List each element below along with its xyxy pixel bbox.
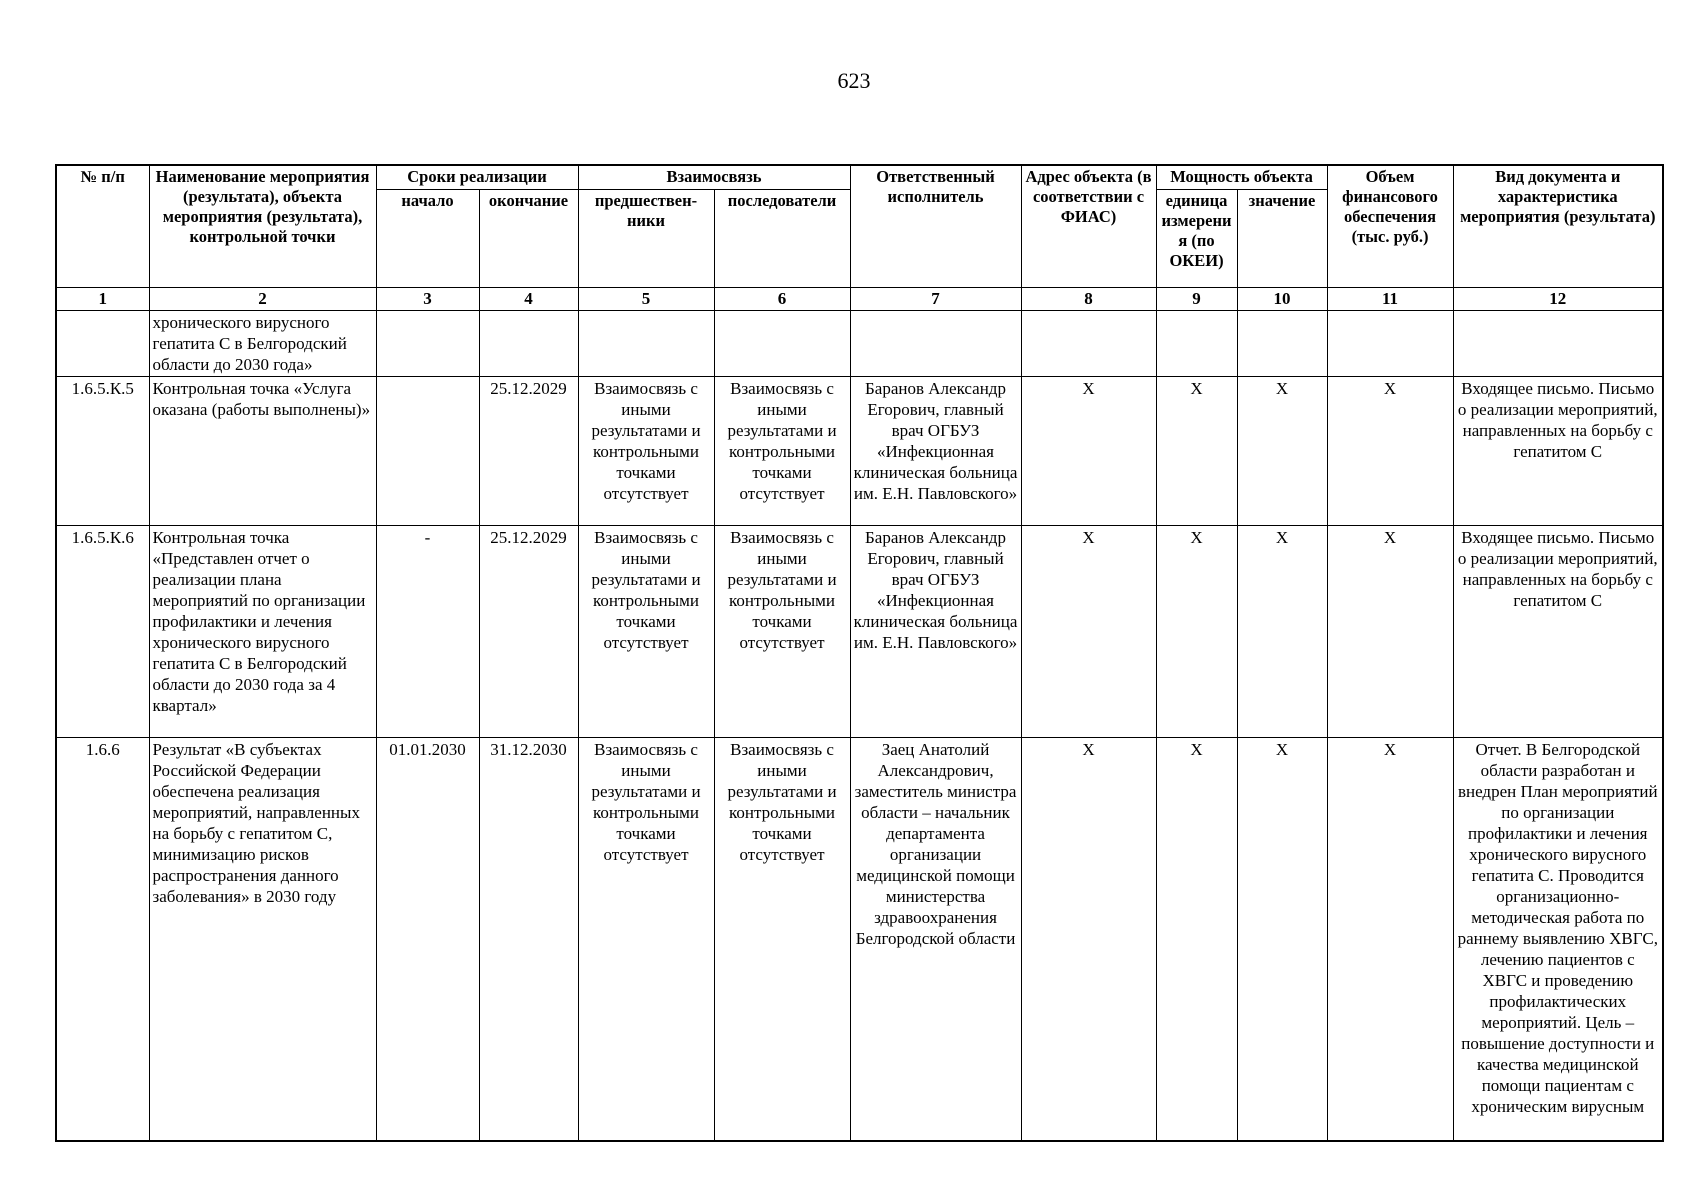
row-address: X (1021, 376, 1156, 525)
row-prev: Взаимосвязь с иными результатами и контрольными точками отсутствует (578, 737, 714, 1141)
table-row (56, 310, 1663, 376)
plan-table (55, 164, 1664, 1142)
row-name: Контрольная точка «Представлен отчет о реализации плана мероприятий по организации профилактики и лечения хронического вирусного гепатита С в Белгородский области до 2030 года за 4 квартал» (149, 525, 376, 737)
column-number: 2 (149, 287, 376, 310)
row-end: 31.12.2030 (479, 737, 578, 1141)
column-number: 4 (479, 287, 578, 310)
column-number: 1 (56, 287, 149, 310)
column-number: 7 (850, 287, 1021, 310)
row-address: X (1021, 525, 1156, 737)
row-doc: Входящее письмо. Письмо о реализации мероприятий, направленных на борьбу с гепатитом С (1453, 376, 1663, 525)
header-prev: предшествен-ники (578, 189, 714, 287)
row-finance: X (1327, 376, 1453, 525)
row-start (376, 310, 479, 376)
row-end (479, 310, 578, 376)
row-responsible (850, 310, 1021, 376)
row-prev: Взаимосвязь с иными результатами и контрольными точками отсутствует (578, 525, 714, 737)
row-finance (1327, 310, 1453, 376)
row-name: хронического вирусного гепатита С в Белгородский области до 2030 года» (149, 310, 376, 376)
row-num: 1.6.5.К.5 (56, 376, 149, 525)
row-responsible: Баранов Александр Егорович, главный врач ОГБУЗ «Инфекционная клиническая больница им. Е.Н. Павловского» (850, 376, 1021, 525)
row-prev (578, 310, 714, 376)
row-address (1021, 310, 1156, 376)
header-next: последователи (714, 189, 850, 287)
row-address: X (1021, 737, 1156, 1141)
row-value (1237, 310, 1327, 376)
row-num: 1.6.5.К.6 (56, 525, 149, 737)
header-num: № п/п (56, 165, 149, 287)
row-end: 25.12.2029 (479, 376, 578, 525)
row-doc: Входящее письмо. Письмо о реализации мероприятий, направленных на борьбу с гепатитом С (1453, 525, 1663, 737)
header-relation: Взаимосвязь (578, 165, 850, 189)
row-start (376, 376, 479, 525)
column-number: 3 (376, 287, 479, 310)
row-next (714, 310, 850, 376)
row-responsible: Заец Анатолий Александрович, заместитель министра области – начальник департамента организации медицинской помощи министерства здравоохранения Белгородской области (850, 737, 1021, 1141)
column-number: 8 (1021, 287, 1156, 310)
row-start: 01.01.2030 (376, 737, 479, 1141)
header-period: Сроки реализации (376, 165, 578, 189)
header-start: начало (376, 189, 479, 287)
row-unit (1156, 310, 1237, 376)
row-responsible: Баранов Александр Егорович, главный врач ОГБУЗ «Инфекционная клиническая больница им. Е.Н. Павловского» (850, 525, 1021, 737)
row-start: - (376, 525, 479, 737)
row-value: X (1237, 737, 1327, 1141)
table-row (56, 737, 1663, 1141)
row-name: Контрольная точка «Услуга оказана (работы выполнены)» (149, 376, 376, 525)
column-number: 9 (1156, 287, 1237, 310)
header-responsible: Ответственный исполнитель (850, 165, 1021, 287)
table-row (56, 525, 1663, 737)
column-number: 11 (1327, 287, 1453, 310)
row-finance: X (1327, 525, 1453, 737)
column-number: 10 (1237, 287, 1327, 310)
header-end: окончание (479, 189, 578, 287)
row-doc: Отчет. В Белгородской области разработан и внедрен План мероприятий по организации профилактики и лечения хронического вирусного гепатита С. Проводится организационно-методическая работа по раннему выявлению ХВГС, лечению пациентов с ХВГС и проведению профилактических мероприятий. Цель – повышение доступности и качества медицинской помощи пациентам с хроническим вирусным (1453, 737, 1663, 1141)
row-doc (1453, 310, 1663, 376)
header-capacity: Мощность объекта (1156, 165, 1327, 189)
row-finance: X (1327, 737, 1453, 1141)
row-value: X (1237, 376, 1327, 525)
table-row (56, 376, 1663, 525)
row-next: Взаимосвязь с иными результатами и контрольными точками отсутствует (714, 376, 850, 525)
row-unit: X (1156, 737, 1237, 1141)
header-finance: Объем финансового обеспечения (тыс. руб.) (1327, 165, 1453, 287)
column-number: 6 (714, 287, 850, 310)
row-unit: X (1156, 525, 1237, 737)
column-number: 5 (578, 287, 714, 310)
header-name: Наименование мероприятия (результата), объекта мероприятия (результата), контрольной точки (149, 165, 376, 287)
page-number: 623 (837, 68, 871, 93)
row-prev: Взаимосвязь с иными результатами и контрольными точками отсутствует (578, 376, 714, 525)
header-address: Адрес объекта (в соответствии с ФИАС) (1021, 165, 1156, 287)
row-next: Взаимосвязь с иными результатами и контрольными точками отсутствует (714, 525, 850, 737)
row-name: Результат «В субъектах Российской Федерации обеспечена реализация мероприятий, направленных на борьбу с гепатитом С, минимизацию рисков распространения данного заболевания» в 2030 году (149, 737, 376, 1141)
column-number: 12 (1453, 287, 1663, 310)
header-value: значение (1237, 189, 1327, 287)
row-num: 1.6.6 (56, 737, 149, 1141)
row-end: 25.12.2029 (479, 525, 578, 737)
header-unit: единица измерени я (по ОКЕИ) (1156, 189, 1237, 287)
row-value: X (1237, 525, 1327, 737)
row-next: Взаимосвязь с иными результатами и контрольными точками отсутствует (714, 737, 850, 1141)
row-unit: X (1156, 376, 1237, 525)
column-number-row (56, 287, 1663, 310)
header-doc: Вид документа и характеристика мероприятия (результата) (1453, 165, 1663, 287)
row-num (56, 310, 149, 376)
